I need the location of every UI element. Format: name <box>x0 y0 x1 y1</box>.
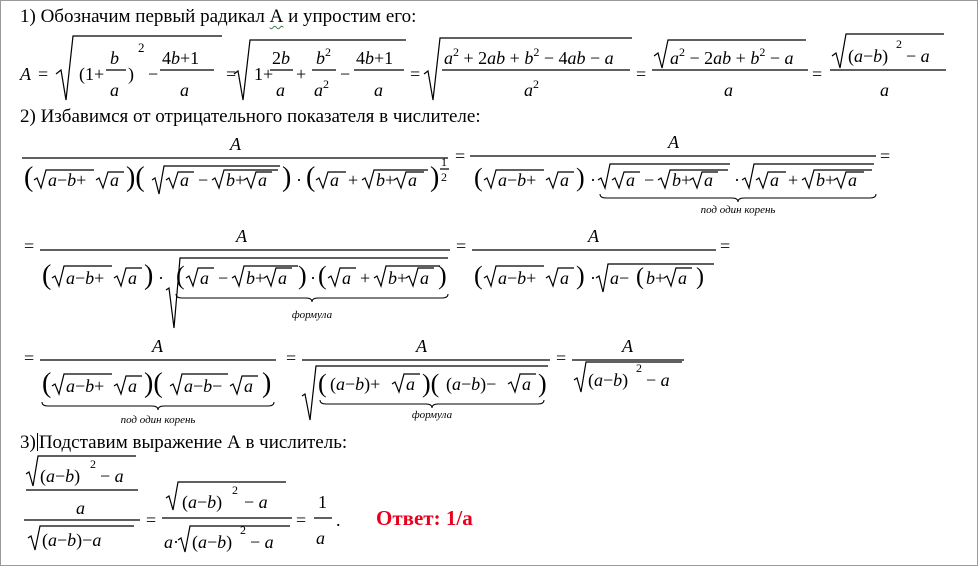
step-1-text-start: 1) Обозначим первый радикал <box>20 6 270 27</box>
svg-text:=: = <box>226 64 237 84</box>
svg-text:a−b+: a−b+ <box>66 268 105 288</box>
svg-text:a: a <box>724 80 733 100</box>
step-1-letter-a: А <box>269 6 284 27</box>
svg-text:2: 2 <box>636 361 642 375</box>
svg-text:a−b+: a−b+ <box>48 170 87 190</box>
svg-text:a: a <box>278 268 287 288</box>
svg-text:− a: − a <box>906 46 930 66</box>
svg-text:2: 2 <box>138 40 145 55</box>
svg-text:=: = <box>720 236 731 256</box>
svg-text:a2 + 2ab + b2 − 4ab − a: $a^2 + 2ab + b^2 - 4ab - a$ <box>444 45 614 68</box>
svg-text:=: = <box>296 510 307 530</box>
svg-text:(a−b)−a: (a−b)−a <box>42 530 102 550</box>
svg-text:a: a <box>314 80 323 100</box>
svg-text:): ) <box>696 264 704 290</box>
svg-text:a: a <box>258 170 267 190</box>
svg-text:a: a <box>704 170 713 190</box>
step-1-text-end: и упростим его: <box>283 6 417 27</box>
svg-text:(a−b)+: (a−b)+ <box>330 374 381 394</box>
svg-text:a: a <box>770 170 779 190</box>
svg-text:a: a <box>848 170 857 190</box>
svg-text:a: a <box>180 170 189 190</box>
svg-text:b+: b+ <box>388 268 408 288</box>
svg-text:(: ( <box>306 162 316 193</box>
svg-text:a: a <box>524 80 533 100</box>
svg-text:− a: − a <box>250 532 274 552</box>
svg-text:a: a <box>128 268 137 288</box>
svg-text:·: · <box>158 268 164 288</box>
svg-text:(: ( <box>79 64 85 84</box>
svg-text:a−b+: a−b+ <box>66 376 105 396</box>
svg-text:A: A <box>236 226 247 246</box>
svg-text:(: ( <box>42 260 52 291</box>
brace-label-formula-2: формула <box>411 409 453 421</box>
svg-text:+: + <box>360 268 371 288</box>
svg-text:2: 2 <box>325 45 331 59</box>
svg-text:a−b−: a−b− <box>184 376 223 396</box>
svg-text:): ) <box>144 260 154 291</box>
svg-text:+: + <box>348 170 359 190</box>
svg-text:a: a <box>420 268 429 288</box>
svg-text:b+: b+ <box>376 170 396 190</box>
answer-text: Ответ: 1/а <box>376 506 473 530</box>
svg-text:a: a <box>560 268 569 288</box>
svg-text:·: · <box>296 170 302 190</box>
svg-text:): ) <box>576 163 585 192</box>
svg-text:− a: − a <box>100 466 124 486</box>
svg-text:a: a <box>406 374 415 394</box>
step-3-equation <box>24 456 341 553</box>
svg-text:A: A <box>20 64 31 84</box>
svg-text:A: A <box>668 132 679 152</box>
svg-text:A: A <box>622 336 633 356</box>
svg-text:(a−b): (a−b) <box>192 532 233 552</box>
svg-text:a: a <box>678 268 687 288</box>
svg-text:A: A <box>588 226 599 246</box>
svg-text:): ) <box>262 368 272 399</box>
brace-label-one-root-2: под один корень <box>120 414 196 426</box>
svg-text:)(: )( <box>422 369 440 398</box>
svg-text:)(: )( <box>126 162 145 193</box>
svg-text:(: ( <box>474 261 483 290</box>
svg-text:(: ( <box>24 162 34 193</box>
svg-text:a: a <box>330 170 339 190</box>
step-3-text: Подставим выражение А в числитель: <box>38 432 348 453</box>
svg-text:2: 2 <box>232 483 238 497</box>
svg-text:=: = <box>455 146 466 166</box>
svg-text:b+: b+ <box>816 170 836 190</box>
svg-text:a: a <box>374 80 383 100</box>
svg-text:2: 2 <box>240 523 246 537</box>
svg-text:(: ( <box>176 261 185 290</box>
svg-text:a: a <box>316 528 325 548</box>
svg-text:): ) <box>430 162 440 193</box>
svg-text:4b+1: 4b+1 <box>356 48 394 68</box>
svg-text:·: · <box>590 170 596 190</box>
svg-text:(: ( <box>42 368 52 399</box>
svg-text:.: . <box>336 510 341 530</box>
svg-text:b+: b+ <box>226 170 246 190</box>
brace-label-formula-1: формула <box>291 309 333 321</box>
svg-text:): ) <box>576 261 585 290</box>
svg-text:(: ( <box>636 264 644 290</box>
svg-text:b+: b+ <box>246 268 266 288</box>
svg-text:=: = <box>812 64 823 84</box>
svg-text:1: 1 <box>318 492 327 512</box>
svg-text:(: ( <box>474 163 483 192</box>
step-2-equation-line-2 <box>24 226 730 328</box>
svg-text:2b: 2b <box>272 48 290 68</box>
svg-text:=: = <box>410 64 421 84</box>
svg-text:=: = <box>24 348 35 368</box>
svg-text:b: b <box>110 48 119 68</box>
svg-text:a: a <box>276 80 285 100</box>
svg-text:b+: b+ <box>646 268 666 288</box>
svg-text:b: b <box>316 48 325 68</box>
svg-text:(: ( <box>318 369 327 398</box>
svg-text:+: + <box>788 170 799 190</box>
svg-text:a: a <box>342 268 351 288</box>
step-3-number: 3) <box>20 432 36 453</box>
svg-text:−: − <box>644 170 655 190</box>
svg-text:−: − <box>198 170 209 190</box>
svg-text:1+: 1+ <box>85 64 105 84</box>
svg-text:(a−b): (a−b) <box>588 370 629 390</box>
svg-text:A: A <box>230 134 241 154</box>
svg-text:− a: − a <box>646 370 670 390</box>
svg-text:a2 − 2ab + b2 − a: $a^2 - 2ab + b^2 - a$ <box>670 45 794 68</box>
svg-text:(a−b): (a−b) <box>182 492 223 512</box>
svg-text:− a: − a <box>244 492 268 512</box>
svg-text:2: 2 <box>441 170 447 184</box>
svg-text:·: · <box>310 268 316 288</box>
svg-text:b+: b+ <box>672 170 692 190</box>
svg-text:a: a <box>880 80 889 100</box>
svg-text:·: · <box>734 170 740 190</box>
svg-text:a: a <box>626 170 635 190</box>
svg-text:A: A <box>152 336 163 356</box>
step-1-equation <box>19 34 946 100</box>
svg-text:(a−b): (a−b) <box>40 466 81 486</box>
svg-text:2: 2 <box>323 77 329 91</box>
svg-text:=: = <box>24 236 35 256</box>
svg-text:=: = <box>556 348 567 368</box>
svg-text:(a−b)−: (a−b)− <box>446 374 497 394</box>
svg-text:a: a <box>408 170 417 190</box>
svg-text:2: 2 <box>90 457 96 471</box>
svg-text:=: = <box>146 510 157 530</box>
svg-text:1+: 1+ <box>254 64 274 84</box>
svg-text:): ) <box>282 162 292 193</box>
svg-text:(: ( <box>318 261 327 290</box>
svg-text:=: = <box>286 348 297 368</box>
svg-text:=: = <box>456 236 467 256</box>
svg-text:): ) <box>438 261 447 290</box>
step-2-equation-line-3 <box>24 336 684 426</box>
svg-text:=: = <box>38 64 49 84</box>
svg-text:a: a <box>76 498 85 518</box>
svg-text:a−b+: a−b+ <box>498 170 537 190</box>
svg-text:2: 2 <box>533 77 539 91</box>
svg-text:a−: a− <box>610 268 630 288</box>
svg-text:a·: a· <box>164 532 179 552</box>
svg-text:): ) <box>298 261 307 290</box>
svg-text:a: a <box>128 376 137 396</box>
svg-text:2: 2 <box>896 37 902 51</box>
svg-text:): ) <box>128 64 134 84</box>
svg-text:)(: )( <box>144 368 163 399</box>
svg-text:a: a <box>560 170 569 190</box>
svg-text:a−b+: a−b+ <box>498 268 537 288</box>
svg-text:A: A <box>416 336 427 356</box>
svg-text:): ) <box>538 369 547 398</box>
svg-text:−: − <box>340 64 351 84</box>
svg-text:+: + <box>296 64 307 84</box>
svg-text:−: − <box>218 268 229 288</box>
svg-text:(a−b): (a−b) <box>848 46 889 66</box>
svg-text:−: − <box>148 64 159 84</box>
svg-text:4b+1: 4b+1 <box>162 48 200 68</box>
svg-text:a: a <box>244 376 253 396</box>
brace-label-one-root: под один корень <box>700 204 776 216</box>
svg-text:a: a <box>110 170 119 190</box>
svg-text:=: = <box>880 146 891 166</box>
svg-text:1: 1 <box>441 155 447 169</box>
svg-text:a: a <box>110 80 119 100</box>
step-2-equation-line-1 <box>22 132 890 216</box>
svg-text:·: · <box>590 268 596 288</box>
step-2-heading: 2) Избавимся от отрицательного показателя в числителе: <box>20 106 481 127</box>
svg-text:a: a <box>180 80 189 100</box>
svg-text:a: a <box>522 374 531 394</box>
svg-text:a: a <box>200 268 209 288</box>
svg-text:=: = <box>636 64 647 84</box>
